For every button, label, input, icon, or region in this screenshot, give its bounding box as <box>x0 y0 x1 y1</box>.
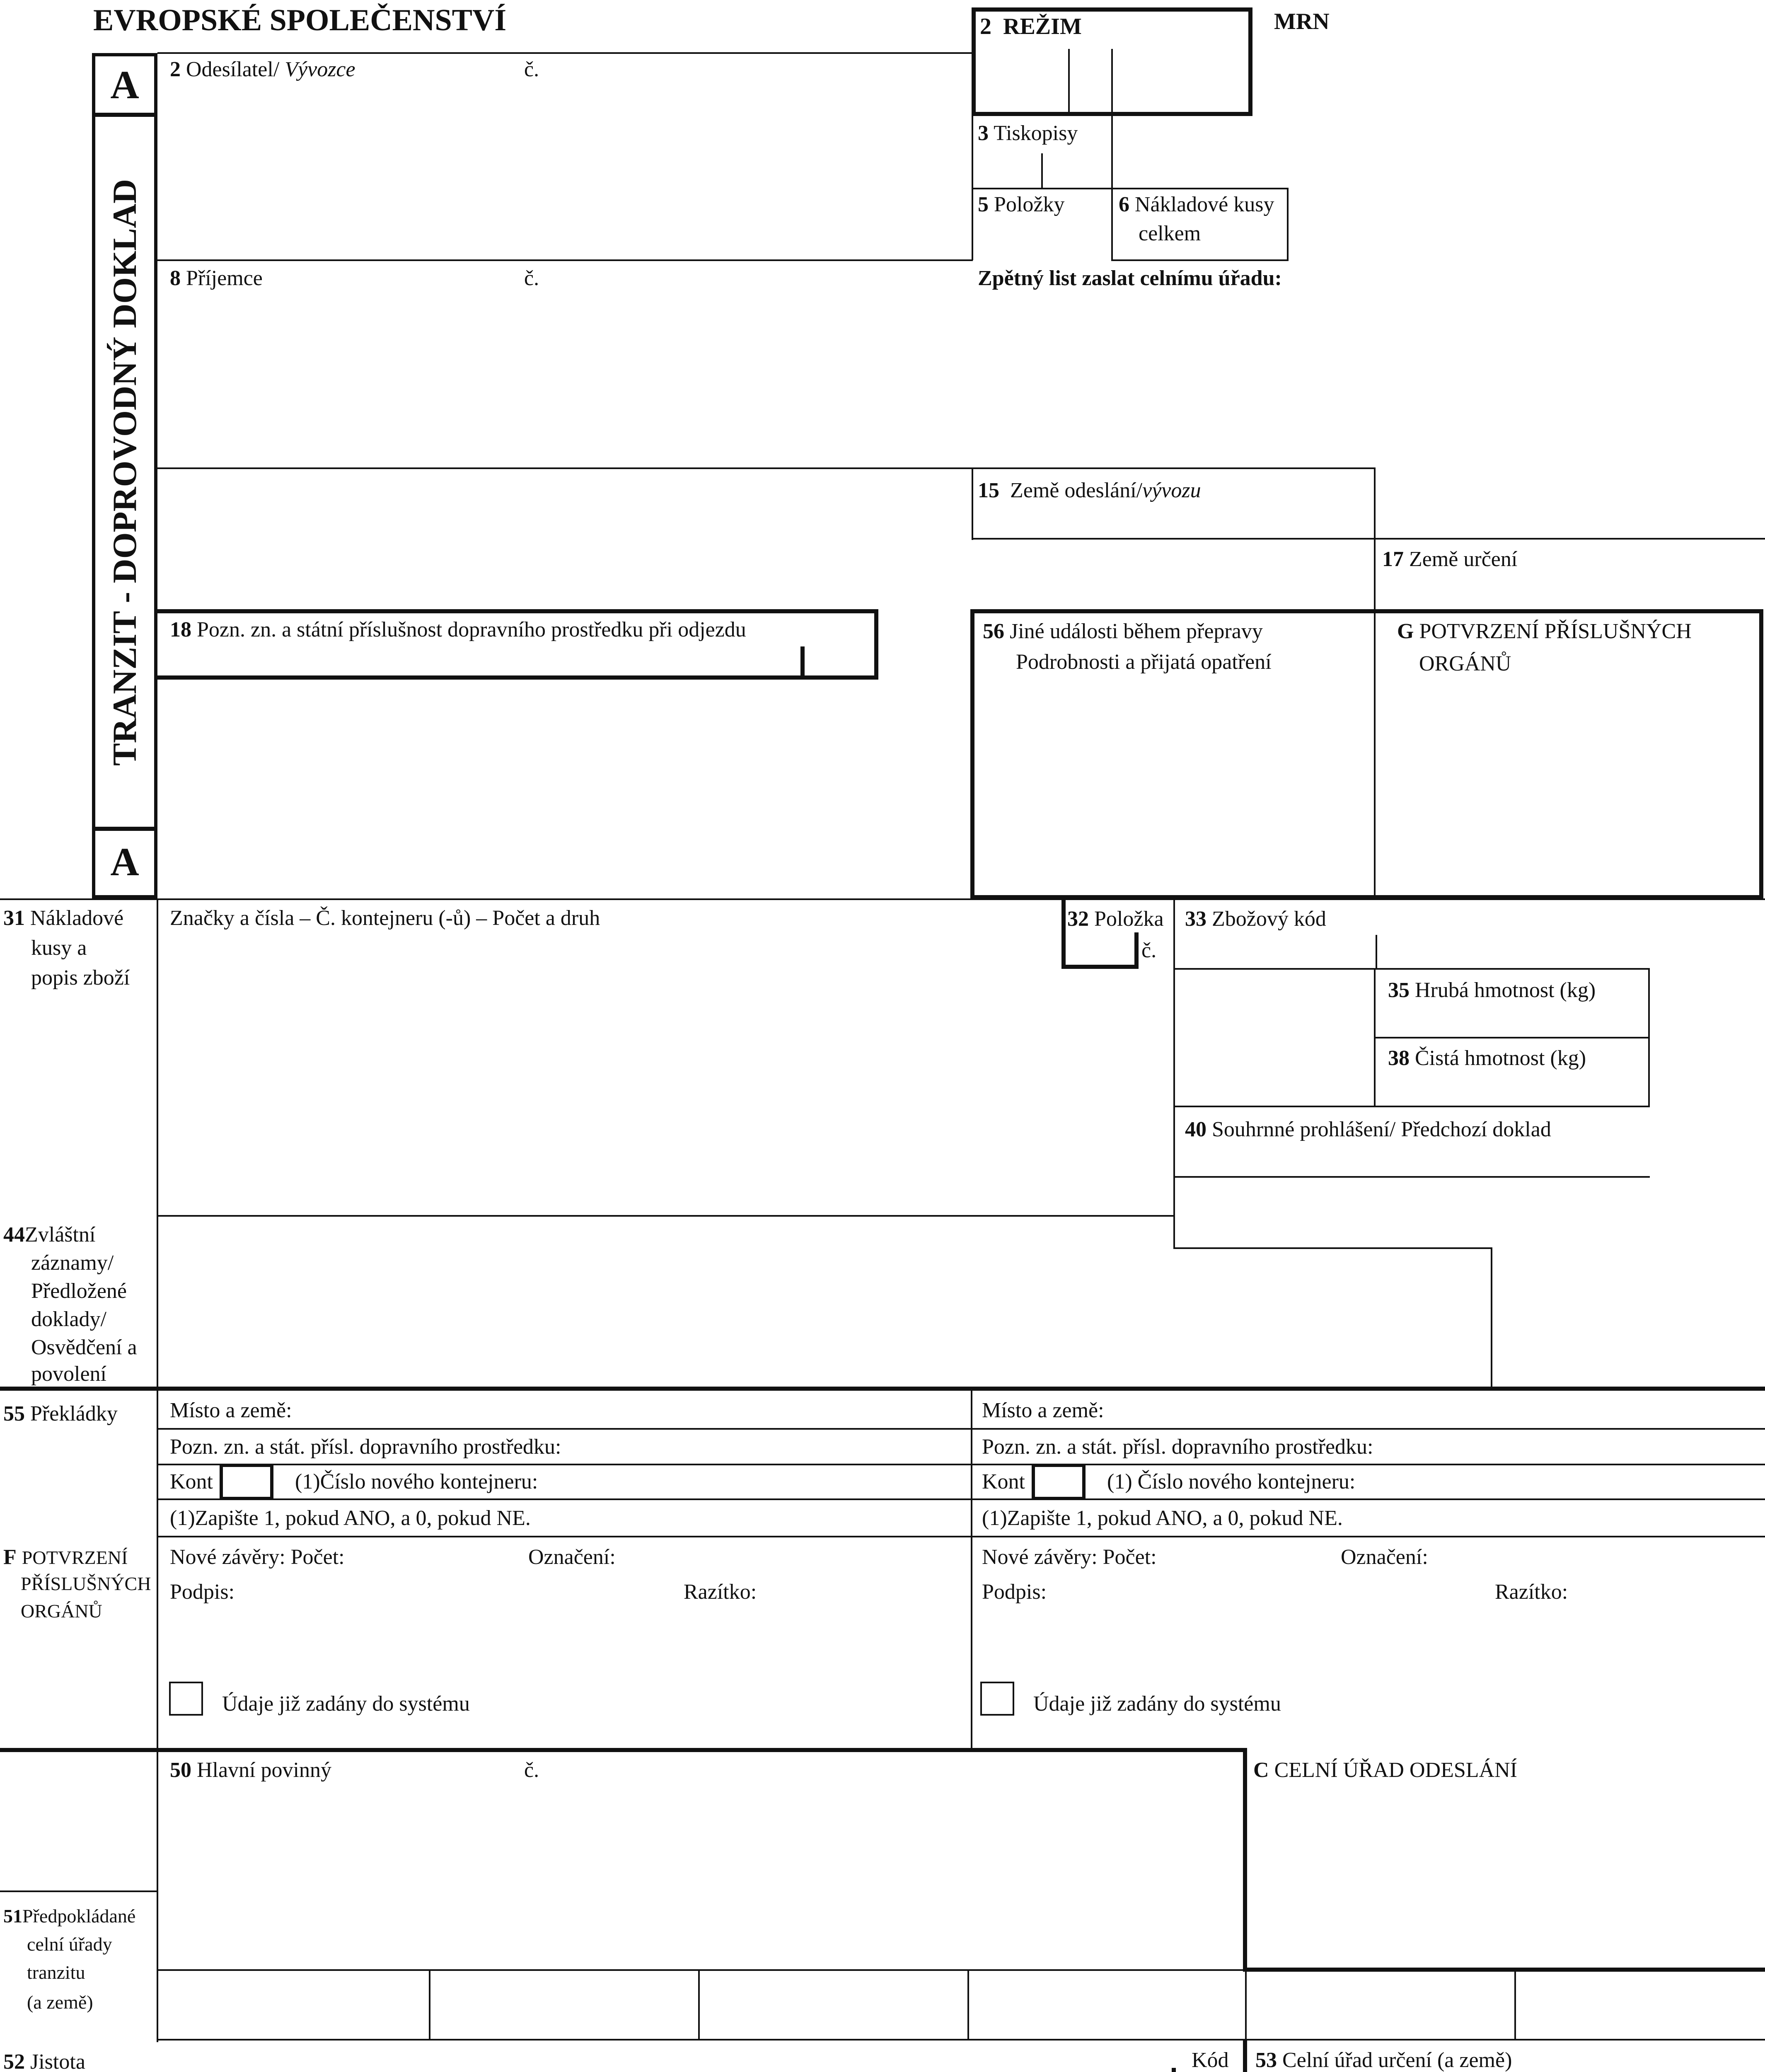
box-56-field[interactable] <box>978 680 1369 895</box>
transit-office-6-field[interactable] <box>1516 1972 1765 2038</box>
tranship-1-kont-checkbox[interactable] <box>220 1464 273 1500</box>
box-51-label: 51Předpokládané <box>3 1905 136 1927</box>
box-c-label: C CELNÍ ÚŘAD ODESLÁNÍ <box>1253 1758 1517 1782</box>
box-44-label-6: povolení <box>31 1362 106 1386</box>
return-office-field[interactable] <box>974 294 1761 464</box>
f-1-marking-label: Označení: <box>528 1545 616 1569</box>
tranship-1-vehicle-label: Pozn. zn. a stát. přísl. dopravního prostředku: <box>170 1435 561 1459</box>
box-56-label-2: Podrobnosti a přijatá opatření <box>1016 650 1272 674</box>
box-44-label-4: doklady/ <box>31 1307 106 1331</box>
transit-office-2-field[interactable] <box>430 1972 698 2038</box>
box-g-label: G POTVRZENÍ PŘÍSLUŠNÝCH <box>1397 620 1692 643</box>
transit-office-4-field[interactable] <box>969 1972 1244 2038</box>
box-31-goods-field[interactable] <box>162 937 1168 1210</box>
tranship-2-container-label: (1) Číslo nového kontejneru: <box>1107 1470 1356 1493</box>
f-2-entered-checkbox[interactable] <box>980 1682 1014 1716</box>
box-52-guarantee-field[interactable] <box>162 2043 1168 2072</box>
box-c-field[interactable] <box>1251 1786 1761 1964</box>
box-56-label: 56 Jiné události během přepravy <box>983 620 1263 643</box>
box-50-principal-field[interactable] <box>162 1786 1239 1968</box>
box-2-sender-field[interactable] <box>157 83 970 257</box>
box-17-label: 17 Země určení <box>1382 547 1518 571</box>
box-2-regime-label: REŽIM <box>1003 14 1082 39</box>
f-1-seals-label: Nové závěry: Počet: <box>170 1545 345 1569</box>
box-40-doc-field[interactable] <box>1175 1144 1647 1175</box>
box-44-label-5: Osvědčení a <box>31 1336 137 1359</box>
box-44-label-3: Předložené <box>31 1279 127 1303</box>
copy-letter-top: A <box>110 63 139 107</box>
tranship-1-note: (1)Zapište 1, pokud ANO, a 0, pokud NE. <box>170 1506 531 1530</box>
box-5-label: 5 Položky <box>978 193 1065 216</box>
copy-letter-bottom: A <box>110 840 139 884</box>
f-2-signature-label: Podpis: <box>982 1580 1047 1604</box>
box-3-field[interactable] <box>1044 153 1110 189</box>
box-33-code-field[interactable] <box>1175 932 1374 968</box>
f-1-entered-label: Údaje již zadány do systému <box>222 1692 470 1716</box>
box-15-label: 15 Země odeslání/vývozu <box>978 479 1201 502</box>
box-g-label-2: ORGÁNŮ <box>1419 652 1511 675</box>
box-51-label-2: celní úřady <box>27 1934 112 1955</box>
box-53-label: 53 Celní úřad určení (a země) <box>1255 2048 1512 2072</box>
box-2-no-label: č. <box>524 58 539 81</box>
box-50-no-label: č. <box>524 1758 539 1782</box>
box-55-label: 55 Překládky <box>3 1402 118 1426</box>
box-f-label-2: PŘÍSLUŠNÝCH <box>21 1573 151 1594</box>
box-44-label-2: záznamy/ <box>31 1251 114 1275</box>
tranship-2-vehicle-label: Pozn. zn. a stát. přísl. dopravního prostředku: <box>982 1435 1373 1459</box>
tranship-1-place-label: Místo a země: <box>170 1399 292 1422</box>
box-32-no-label: č. <box>1141 939 1157 962</box>
tranship-1-container-label: (1)Číslo nového kontejneru: <box>295 1470 538 1493</box>
f-2-seals-label: Nové závěry: Počet: <box>982 1545 1157 1569</box>
box-8-label: 8 Příjemce <box>170 266 263 290</box>
box-35-gross-field[interactable] <box>1376 1003 1647 1036</box>
f-1-stamp-label: Razítko: <box>684 1580 757 1604</box>
tranship-2-note: (1)Zapište 1, pokud ANO, a 0, pokud NE. <box>982 1506 1343 1530</box>
box-f-label-3: ORGÁNŮ <box>21 1600 102 1622</box>
mrn-label: MRN <box>1274 9 1330 34</box>
transit-office-5-field[interactable] <box>1247 1972 1514 2038</box>
box-38-net-field[interactable] <box>1376 1072 1647 1105</box>
box-2-regime-num: 2 <box>980 14 991 39</box>
form-title: EVROPSKÉ SPOLEČENSTVÍ <box>93 3 507 37</box>
box-38-label: 38 Čistá hmotnost (kg) <box>1388 1046 1586 1070</box>
box-31-label: 31 Nákladové <box>3 906 124 930</box>
box-3-label: 3 Tiskopisy <box>978 121 1078 145</box>
box-50-label: 50 Hlavní povinný <box>170 1758 331 1782</box>
tranship-2-kont-checkbox[interactable] <box>1032 1464 1086 1500</box>
box-f-label: F POTVRZENÍ <box>3 1545 128 1569</box>
transit-office-3-field[interactable] <box>700 1972 967 2038</box>
tranship-1-kont-label: Kont <box>170 1470 213 1493</box>
f-2-marking-label: Označení: <box>1341 1545 1428 1569</box>
box-33-label: 33 Zbožový kód <box>1185 907 1326 931</box>
box-35-label: 35 Hrubá hmotnost (kg) <box>1388 978 1596 1002</box>
tranship-2-kont-label: Kont <box>982 1470 1025 1493</box>
box-8-no-label: č. <box>524 266 539 290</box>
box-8-consignee-field[interactable] <box>157 294 970 464</box>
return-office-label: Zpětný list zaslat celnímu úřadu: <box>978 266 1282 290</box>
box-51-label-3: tranzitu <box>27 1962 85 1983</box>
box-52-code-label: Kód <box>1192 2048 1229 2072</box>
box-6-label: 6 Nákladové kusy <box>1119 193 1274 216</box>
f-1-signature-label: Podpis: <box>170 1580 235 1604</box>
f-1-entered-checkbox[interactable] <box>169 1682 203 1716</box>
box-32-label: 32 Položka <box>1067 907 1164 931</box>
f-2-entered-label: Údaje již zadány do systému <box>1033 1692 1281 1716</box>
box-44-label: 44Zvláštní <box>3 1223 96 1247</box>
box-31-label-2: kusy a <box>31 936 87 960</box>
box-31-label-3: popis zboží <box>31 966 130 990</box>
box-44-special-field[interactable] <box>162 1220 1487 1384</box>
box-18-label: 18 Pozn. zn. a státní příslušnost dopravního prostředku při odjezdu <box>170 618 746 641</box>
box-52-label: 52 Jistota <box>3 2050 85 2072</box>
f-2-stamp-label: Razítko: <box>1495 1580 1568 1604</box>
box-51-label-4: (a země) <box>27 1992 93 2013</box>
box-6-label-2: celkem <box>1139 222 1201 245</box>
box-g-field[interactable] <box>1380 680 1757 895</box>
transit-office-1-field[interactable] <box>158 1972 428 2038</box>
side-title: TRANZIT - DOPROVODNÝ DOKLAD <box>106 179 143 766</box>
tranship-2-place-label: Místo a země: <box>982 1399 1104 1422</box>
box-2-sender-label: 2 Odesílatel/ Vývozce <box>170 58 355 81</box>
box-31-marks-label: Značky a čísla – Č. kontejneru (-ů) – Počet a druh <box>170 906 600 930</box>
box-40-label: 40 Souhrnné prohlášení/ Předchozí doklad <box>1185 1118 1551 1141</box>
